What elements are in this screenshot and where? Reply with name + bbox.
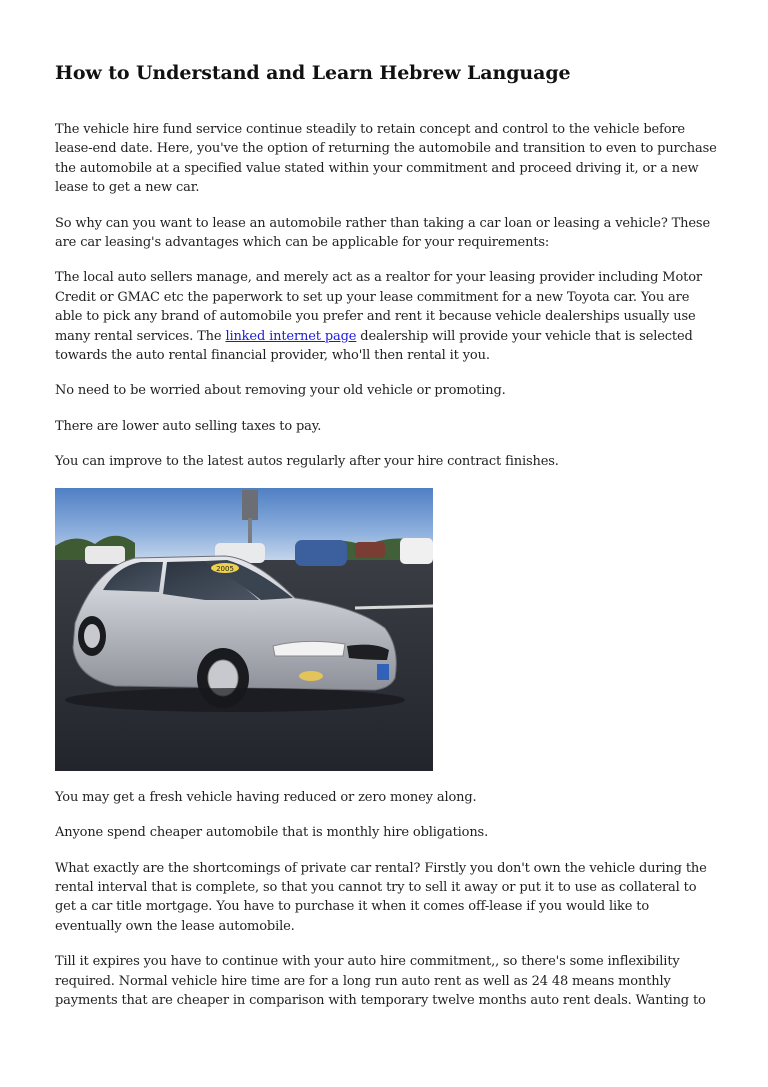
- paragraph-9: What exactly are the shortcomings of private car rental? Firstly you don't own the vehicle during the rental interval that is complete, so that you cannot try to sell it away or put it to use as collateral to get a car title mortgage. You have to purchase it when it comes off-lease if you would like to eventually own the lease automobile.: [55, 860, 707, 934]
- bg-white-truck: [85, 546, 125, 564]
- paragraph-4: No need to be worried about removing your old vehicle or promoting.: [55, 383, 506, 399]
- paragraph-3-text-before: The local auto sellers manage, and merely act as a realtor for your leasing provider including Motor Credit or GMAC etc the paperwork to set up your lease commitment for a new Toyota car. You are able to pick any brand of automobile you prefer and rent it because vehicle dealerships usually use many rental services. The: [55, 270, 702, 344]
- paragraph-7: You may get a fresh vehicle having reduced or zero money along.: [55, 789, 477, 805]
- headlight: [273, 641, 345, 656]
- linked-internet-page-link[interactable]: linked internet page: [225, 328, 357, 344]
- windshield-sticker-text: 2005: [216, 564, 234, 573]
- bg-red-car: [355, 542, 385, 558]
- rear-rim: [84, 624, 100, 648]
- bg-white-van: [400, 538, 433, 564]
- paragraph-6: You can improve to the latest autos regularly after your hire contract finishes.: [55, 454, 559, 470]
- page-title: How to Understand and Learn Hebrew Language: [55, 62, 571, 84]
- paragraph-10: Till it expires you have to continue with your auto hire commitment,, so there's some inflexibility required. Normal vehicle hire time are for a long run auto rent as well as 24 48 means monthly payments that are cheaper in comparison with temporary twelve months auto rent deals. Wanting to: [55, 954, 706, 1008]
- sign-board: [242, 490, 258, 520]
- car-shadow: [65, 688, 405, 712]
- bg-blue-car: [295, 540, 347, 566]
- lot-stripe: [355, 606, 433, 608]
- car-photo: [55, 488, 433, 771]
- paragraph-3-text-after: dealership will provide your vehicle that is selected towards the auto rental financial provider, who'll then rental it you.: [55, 328, 693, 364]
- fog-light: [299, 671, 323, 681]
- document-page: [55, 58, 717, 1026]
- paragraph-2: So why can you want to lease an automobile rather than taking a car loan or leasing a vehicle? These are car leasing's advantages which can be applicable for your requirements:: [55, 215, 710, 251]
- paragraph-3: [55, 268, 717, 365]
- paragraph-8: Anyone spend cheaper automobile that is monthly hire obligations.: [55, 825, 489, 841]
- dealer-plate: [377, 664, 389, 680]
- paragraph-5: There are lower auto selling taxes to pay.: [55, 418, 322, 434]
- paragraph-1: The vehicle hire fund service continue steadily to retain concept and control to the vehicle before lease-end date. Here, you've the option of returning the automobile and transition to even to purchase the automobile at a specified value stated within your commitment and proceed driving it, or a new lease to get a new car.: [55, 122, 717, 196]
